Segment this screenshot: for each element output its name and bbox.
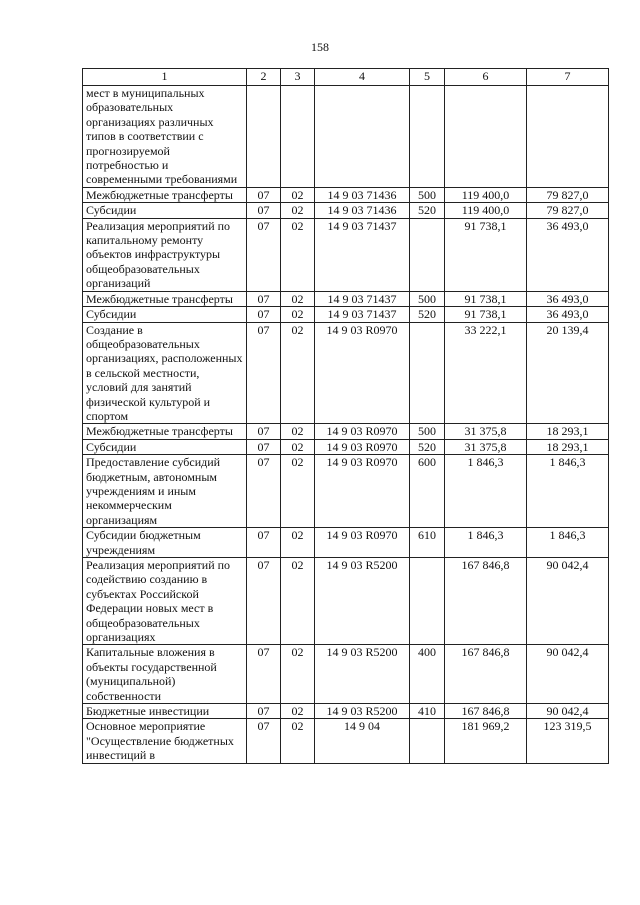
expense-type-cell: 500 xyxy=(410,291,445,306)
amount-year2-cell: 18 293,1 xyxy=(527,424,609,439)
section-code-cell: 07 xyxy=(247,187,281,202)
expense-type-cell: 400 xyxy=(410,645,445,704)
section-code-cell xyxy=(247,86,281,188)
subsection-code-cell: 02 xyxy=(281,528,315,558)
subsection-code-cell: 02 xyxy=(281,704,315,719)
expense-type-cell xyxy=(410,322,445,424)
column-header: 2 xyxy=(247,69,281,86)
amount-year1-cell: 91 738,1 xyxy=(445,291,527,306)
table-row xyxy=(83,187,609,202)
expense-type-cell xyxy=(410,558,445,645)
subsection-code-cell: 02 xyxy=(281,187,315,202)
amount-year1-cell: 167 846,8 xyxy=(445,558,527,645)
expense-type-cell: 520 xyxy=(410,307,445,322)
column-header: 1 xyxy=(83,69,247,86)
amount-year1-cell: 91 738,1 xyxy=(445,307,527,322)
table-row xyxy=(83,307,609,322)
expense-type-cell: 410 xyxy=(410,704,445,719)
row-name-cell: Реализация мероприятий по капитальному ремонту объектов инфраструктуры общеобразовательных организаций xyxy=(83,218,247,291)
row-name-cell: Капитальные вложения в объекты государственной (муниципальной) собственности xyxy=(83,645,247,704)
amount-year1-cell: 1 846,3 xyxy=(445,455,527,528)
amount-year1-cell: 31 375,8 xyxy=(445,424,527,439)
row-name-cell: Межбюджетные трансферты xyxy=(83,291,247,306)
table-row xyxy=(83,322,609,424)
budget-table xyxy=(82,68,609,764)
target-article-cell: 14 9 03 71436 xyxy=(315,203,410,218)
amount-year2-cell: 36 493,0 xyxy=(527,307,609,322)
row-name-cell: Предоставление субсидий бюджетным, автономным учреждениям и иным некоммерческим организациям xyxy=(83,455,247,528)
table-row xyxy=(83,455,609,528)
target-article-cell xyxy=(315,86,410,188)
amount-year1-cell: 31 375,8 xyxy=(445,439,527,454)
target-article-cell: 14 9 03 R0970 xyxy=(315,322,410,424)
column-header: 4 xyxy=(315,69,410,86)
expense-type-cell xyxy=(410,86,445,188)
target-article-cell: 14 9 03 71437 xyxy=(315,307,410,322)
amount-year1-cell: 119 400,0 xyxy=(445,203,527,218)
subsection-code-cell: 02 xyxy=(281,291,315,306)
subsection-code-cell: 02 xyxy=(281,455,315,528)
amount-year2-cell: 18 293,1 xyxy=(527,439,609,454)
subsection-code-cell xyxy=(281,86,315,188)
subsection-code-cell: 02 xyxy=(281,322,315,424)
subsection-code-cell: 02 xyxy=(281,424,315,439)
target-article-cell: 14 9 03 R5200 xyxy=(315,645,410,704)
table-row xyxy=(83,424,609,439)
table-row xyxy=(83,439,609,454)
table-header-row xyxy=(83,69,609,86)
amount-year2-cell: 79 827,0 xyxy=(527,187,609,202)
amount-year2-cell: 36 493,0 xyxy=(527,218,609,291)
amount-year2-cell xyxy=(527,86,609,188)
section-code-cell: 07 xyxy=(247,291,281,306)
target-article-cell: 14 9 04 xyxy=(315,719,410,763)
expense-type-cell xyxy=(410,218,445,291)
subsection-code-cell: 02 xyxy=(281,439,315,454)
expense-type-cell: 520 xyxy=(410,203,445,218)
subsection-code-cell: 02 xyxy=(281,307,315,322)
table-row xyxy=(83,203,609,218)
amount-year1-cell: 91 738,1 xyxy=(445,218,527,291)
amount-year1-cell: 119 400,0 xyxy=(445,187,527,202)
amount-year1-cell: 33 222,1 xyxy=(445,322,527,424)
target-article-cell: 14 9 03 R5200 xyxy=(315,704,410,719)
target-article-cell: 14 9 03 R0970 xyxy=(315,455,410,528)
row-name-cell: Бюджетные инвестиции xyxy=(83,704,247,719)
amount-year2-cell: 36 493,0 xyxy=(527,291,609,306)
section-code-cell: 07 xyxy=(247,704,281,719)
table-row xyxy=(83,719,609,763)
subsection-code-cell: 02 xyxy=(281,645,315,704)
section-code-cell: 07 xyxy=(247,424,281,439)
amount-year2-cell: 1 846,3 xyxy=(527,455,609,528)
page-number: 158 xyxy=(311,40,329,54)
target-article-cell: 14 9 03 R0970 xyxy=(315,528,410,558)
section-code-cell: 07 xyxy=(247,528,281,558)
amount-year2-cell: 90 042,4 xyxy=(527,704,609,719)
amount-year2-cell: 90 042,4 xyxy=(527,558,609,645)
subsection-code-cell: 02 xyxy=(281,218,315,291)
column-header: 7 xyxy=(527,69,609,86)
column-header: 6 xyxy=(445,69,527,86)
table-row xyxy=(83,558,609,645)
row-name-cell: Создание в общеобразовательных организациях, расположенных в сельской местности, условий для занятий физической культурой и спортом xyxy=(83,322,247,424)
amount-year1-cell: 181 969,2 xyxy=(445,719,527,763)
row-name-cell: Субсидии xyxy=(83,307,247,322)
amount-year2-cell: 1 846,3 xyxy=(527,528,609,558)
subsection-code-cell: 02 xyxy=(281,558,315,645)
target-article-cell: 14 9 03 R0970 xyxy=(315,424,410,439)
section-code-cell: 07 xyxy=(247,455,281,528)
amount-year1-cell: 167 846,8 xyxy=(445,704,527,719)
expense-type-cell xyxy=(410,719,445,763)
section-code-cell: 07 xyxy=(247,558,281,645)
target-article-cell: 14 9 03 R5200 xyxy=(315,558,410,645)
target-article-cell: 14 9 03 71437 xyxy=(315,218,410,291)
expense-type-cell: 600 xyxy=(410,455,445,528)
row-name-cell: Субсидии xyxy=(83,439,247,454)
amount-year1-cell: 167 846,8 xyxy=(445,645,527,704)
row-name-cell: Основное мероприятие "Осуществление бюджетных инвестиций в xyxy=(83,719,247,763)
table-row xyxy=(83,218,609,291)
amount-year1-cell: 1 846,3 xyxy=(445,528,527,558)
section-code-cell: 07 xyxy=(247,307,281,322)
row-name-cell: Межбюджетные трансферты xyxy=(83,187,247,202)
subsection-code-cell: 02 xyxy=(281,719,315,763)
column-header: 5 xyxy=(410,69,445,86)
section-code-cell: 07 xyxy=(247,645,281,704)
expense-type-cell: 500 xyxy=(410,187,445,202)
target-article-cell: 14 9 03 71437 xyxy=(315,291,410,306)
table-row xyxy=(83,704,609,719)
expense-type-cell: 610 xyxy=(410,528,445,558)
row-name-cell: мест в муниципальных образовательных организациях различных типов в соответствии с прогнозируемой потребностью и современными требованиями xyxy=(83,86,247,188)
row-name-cell: Межбюджетные трансферты xyxy=(83,424,247,439)
column-header: 3 xyxy=(281,69,315,86)
section-code-cell: 07 xyxy=(247,439,281,454)
section-code-cell: 07 xyxy=(247,719,281,763)
amount-year2-cell: 123 319,5 xyxy=(527,719,609,763)
row-name-cell: Субсидии xyxy=(83,203,247,218)
table-row xyxy=(83,86,609,188)
table-row xyxy=(83,645,609,704)
section-code-cell: 07 xyxy=(247,218,281,291)
subsection-code-cell: 02 xyxy=(281,203,315,218)
amount-year1-cell xyxy=(445,86,527,188)
section-code-cell: 07 xyxy=(247,203,281,218)
amount-year2-cell: 20 139,4 xyxy=(527,322,609,424)
section-code-cell: 07 xyxy=(247,322,281,424)
amount-year2-cell: 90 042,4 xyxy=(527,645,609,704)
expense-type-cell: 500 xyxy=(410,424,445,439)
row-name-cell: Реализация мероприятий по содействию созданию в субъектах Российской Федерации новых мест в общеобразовательных организациях xyxy=(83,558,247,645)
target-article-cell: 14 9 03 71436 xyxy=(315,187,410,202)
target-article-cell: 14 9 03 R0970 xyxy=(315,439,410,454)
amount-year2-cell: 79 827,0 xyxy=(527,203,609,218)
expense-type-cell: 520 xyxy=(410,439,445,454)
row-name-cell: Субсидии бюджетным учреждениям xyxy=(83,528,247,558)
table-row xyxy=(83,291,609,306)
table-row xyxy=(83,528,609,558)
